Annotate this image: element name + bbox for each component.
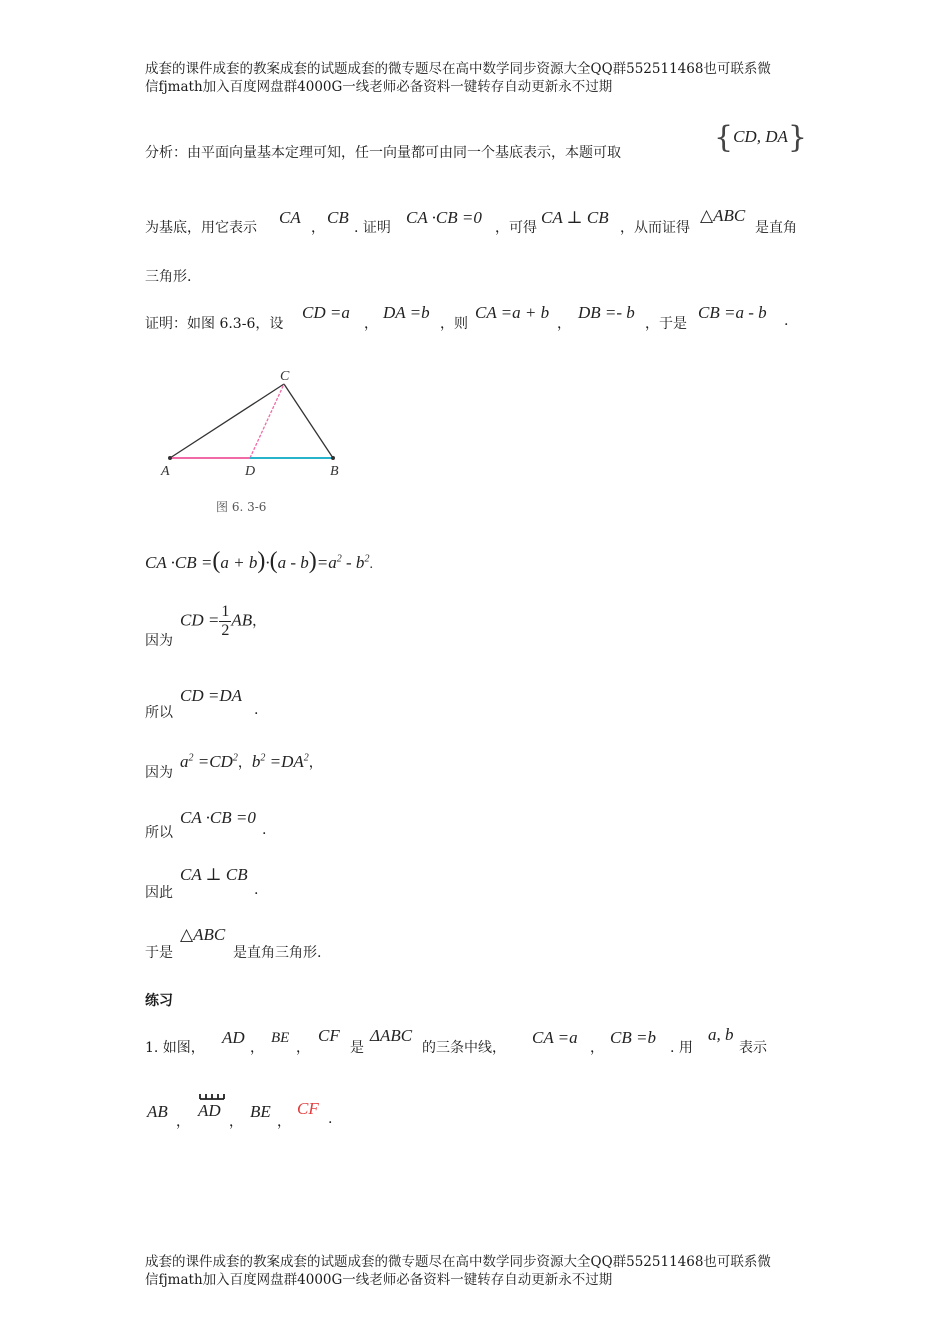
step4-expr	[180, 752, 323, 772]
ex-express: 表示	[739, 1040, 767, 1056]
step4-a: a	[180, 752, 189, 771]
label-c: C	[280, 369, 290, 384]
step6-therefore: 因此	[145, 885, 173, 901]
ex-ad: AD	[222, 1028, 245, 1047]
step3-expr: CD =DA	[180, 686, 242, 705]
target-sep-3: ，	[277, 1114, 291, 1130]
step6-period: .	[254, 882, 259, 898]
step4-sq-b: 2	[260, 752, 266, 764]
step7-so: 于是	[145, 945, 173, 961]
target-cf: CF	[297, 1099, 319, 1118]
ex-sep-1: ，	[250, 1040, 264, 1056]
step5-expr: CA ·CB =0	[180, 808, 256, 827]
fraction-half	[219, 603, 231, 640]
step2-comma: ，	[252, 614, 267, 630]
target-end: .	[328, 1111, 333, 1127]
ex-ca-a: CA =a	[532, 1028, 578, 1047]
ex-sep-3: ，	[590, 1040, 604, 1056]
proof-so: ，于是	[645, 316, 687, 332]
step1-rhs-a: =a	[316, 553, 337, 572]
header-line-2: 信fjmath加入百度网盘群4000G一线老师必备资料一键转存自动更新永不过期	[145, 79, 613, 95]
step1-equation: CA $\cdot CB =(a + b)\cdot(a - b)=a^2 - b^2$.	[145, 548, 373, 574]
proof-then: ，则	[440, 316, 468, 332]
perp-expr: CA ⊥ CB	[541, 208, 609, 227]
step3-so: 所以	[145, 705, 173, 721]
label-b: B	[330, 464, 339, 479]
step4-sq-a: 2	[188, 752, 194, 764]
step1-a-plus-b: a + b	[220, 553, 258, 572]
exercise-title: 练习	[145, 993, 173, 1009]
proof-sep-1: ，	[364, 316, 378, 332]
ex-use: . 用	[670, 1040, 693, 1056]
ex-triangle: ΔABC	[370, 1026, 413, 1045]
step1-sq-1: 2	[336, 553, 342, 565]
triangle-figure	[150, 360, 360, 520]
step4-because: 因为	[145, 765, 173, 781]
proof-prefix: 证明：如图 6.3-6，设	[145, 316, 284, 332]
fraction-den: 2	[221, 622, 230, 639]
step1-a-minus-b: a - b	[277, 553, 309, 572]
target-sep-1: ，	[176, 1114, 190, 1130]
sep-1: ，	[311, 220, 325, 236]
target-ad: AD	[198, 1101, 221, 1120]
proof-e1: CD =a	[302, 303, 350, 322]
point-a	[168, 456, 172, 460]
ex-cb-b: CB =b	[610, 1028, 656, 1047]
step4-cd: =CD	[197, 752, 233, 771]
step4-sq-da: 2	[303, 752, 309, 764]
proof-e4: DB =- b	[578, 303, 635, 322]
step5-so: 所以	[145, 825, 173, 841]
proof-e5: CB =a - b	[698, 303, 767, 322]
proof-end: .	[784, 313, 789, 329]
triangle-abc: △ABC	[700, 206, 746, 225]
footer-line-2: 信fjmath加入百度网盘群4000G一线老师必备资料一键转存自动更新永不过期	[145, 1272, 613, 1288]
step1-period: .	[369, 557, 373, 572]
analysis-line2-e: 是直角	[755, 220, 797, 236]
exercise-q1-prefix: 1. 如图，	[145, 1040, 205, 1056]
analysis-line3: 三角形.	[145, 269, 192, 285]
header-line-1: 成套的课件成套的教案成套的试题成套的微专题尽在高中数学同步资源大全QQ群552511468也可联系微	[145, 61, 771, 77]
footer-line-1: 成套的课件成套的教案成套的试题成套的微专题尽在高中数学同步资源大全QQ群552511468也可联系微	[145, 1254, 771, 1270]
step4-sq-cd: 2	[232, 752, 238, 764]
step5-period: .	[262, 822, 267, 838]
point-b	[331, 456, 335, 460]
step7-tri: △ABC	[180, 925, 226, 944]
step4-comma-1: ，	[237, 756, 252, 771]
ex-is: 是	[350, 1040, 364, 1056]
basis-text: CD, DA	[733, 127, 788, 146]
step4-b: b	[251, 752, 261, 771]
step1-dot: ·	[265, 553, 270, 572]
vec-ca: CA	[279, 208, 301, 227]
figure-caption: 图 6. 3-6	[216, 500, 267, 514]
analysis-line2-b: . 证明	[354, 220, 391, 236]
step2-because: 因为	[145, 633, 173, 649]
step1-rhs-b: - b	[346, 553, 365, 572]
basis-expression: {CD, DA}	[714, 120, 807, 155]
label-d: D	[245, 464, 256, 479]
analysis-prefix: 分析：由平面向量基本定理可知，任一向量都可由同一个基底表示，本题可取	[145, 145, 621, 161]
vec-cb: CB	[327, 208, 349, 227]
ex-be: BE	[271, 1030, 290, 1046]
step2-expr	[180, 603, 266, 640]
step4-da: =DA	[269, 752, 304, 771]
step7-conclusion: 是直角三角形.	[233, 945, 322, 961]
proof-e3: CA =a + b	[475, 303, 550, 322]
dot-product-expr: CA ·CB =0	[406, 208, 482, 227]
ex-sep-2: ，	[296, 1040, 310, 1056]
step4-comma-2: ，	[308, 756, 323, 771]
ex-ab-vars: a, b	[708, 1025, 734, 1044]
step6-expr: CA ⊥ CB	[180, 865, 248, 884]
analysis-line2-d: ，从而证得	[620, 220, 690, 236]
ex-cf: CF	[318, 1026, 340, 1045]
proof-sep-2: ，	[557, 316, 571, 332]
segment-cb	[284, 384, 333, 458]
proof-e2: DA =b	[383, 303, 430, 322]
step2-cd-eq: CD =	[180, 610, 220, 630]
target-be: BE	[250, 1102, 271, 1121]
target-sep-2: ，	[229, 1114, 243, 1130]
label-a: A	[161, 464, 170, 479]
target-ab: AB	[147, 1102, 168, 1121]
step2-ab: AB	[231, 610, 253, 630]
ex-medians: 的三条中线，	[422, 1040, 506, 1056]
analysis-line2-c: ，可得	[495, 220, 537, 236]
step1-sq-2: 2	[364, 553, 370, 565]
analysis-line2-a: 为基底，用它表示	[145, 220, 257, 236]
step3-period: .	[254, 702, 259, 718]
step1-lhs: CA ·CB =	[145, 553, 213, 572]
fraction-num: 1	[221, 603, 230, 620]
